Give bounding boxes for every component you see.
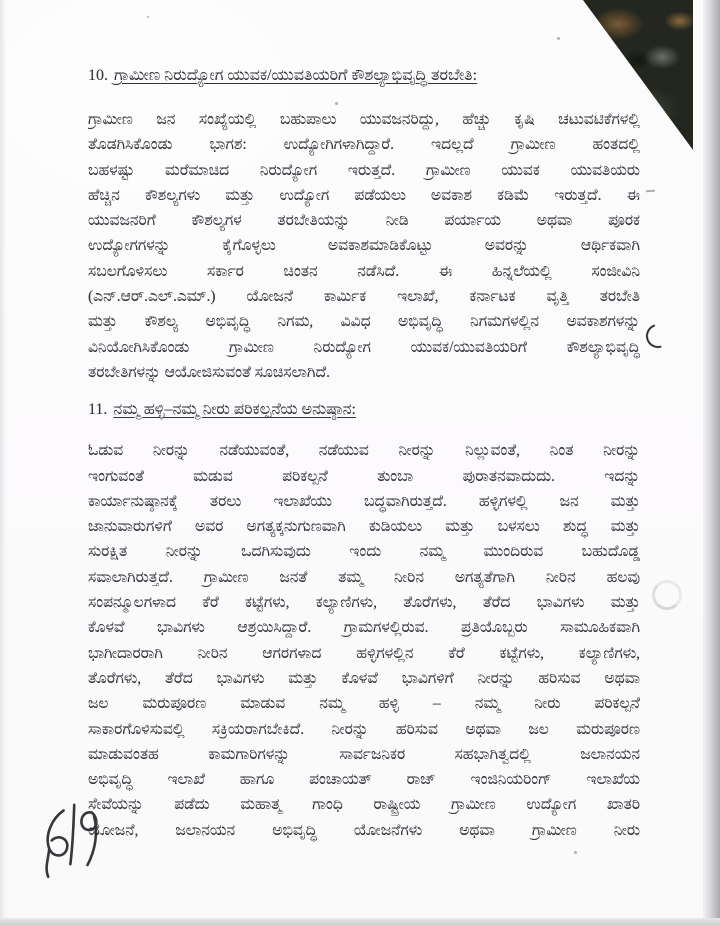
text-line: ಯುವಜನರಿಗೆ ಕೌಶಲ್ಯಗಳ ತರಬೇತಿಯನ್ನು ನೀಡಿ ಪರ್ಯಾಯ ಅಥವಾ ಪೂರಕ: [88, 212, 640, 230]
text-line: ಇಂಗುವಂತೆ ಮಡುವ ಪರಿಕಲ್ಪನೆ ತುಂಬಾ ಪುರಾತನವಾದುದು. ಇದನ್ನು: [88, 467, 640, 485]
page-edge-bottom: [0, 918, 720, 925]
text-line: ಸೇವೆಯನ್ನು ಪಡೆದು ಮಹಾತ್ಮ ಗಾಂಧಿ ರಾಷ್ಟ್ರೀಯ ಗ್ರಾಮೀಣ ಉದ್ಯೋಗ ಖಾತರಿ: [88, 796, 640, 814]
margin-dash-mark: [646, 190, 655, 193]
text-line: ಅಭಿವೃದ್ಧಿ ಇಲಾಖೆ ಹಾಗೂ ಪಂಚಾಯತ್ ರಾಜ್ ಇಂಜಿನಿಯರಿಂಗ್ ಇಲಾಖೆಯ: [88, 771, 640, 789]
text-line: ಸಾಕಾರಗೊಳಿಸುವಲ್ಲಿ ಸಕ್ರಿಯರಾಗಬೇಕಿದೆ. ನೀರನ್ನು ಹರಿಸುವ ಅಥವಾ ಜಲ ಮರುಪೂರಣ: [88, 720, 640, 738]
text-line: ತೊಡಗಿಸಿಕೊಂಡು ಭಾಗಶ: ಉದ್ಯೋಗಿಗಳಾಗಿದ್ದಾರೆ. ಇದಲ್ಲದೆ ಗ್ರಾಮೀಣ ಹಂತದಲ್ಲಿ: [88, 136, 640, 154]
text-line: ಜಲ ಮರುಪೂರಣ ಮಾಡುವ ನಮ್ಮ ಹಳ್ಳಿ – ನಮ್ಮ ನೀರು ಪರಿಕಲ್ಪನೆ: [88, 695, 640, 713]
text-line: ಮಾಡುವಂತಹ ಕಾಮಗಾರಿಗಳನ್ನು ಸಾರ್ವಜನಿಕರ ಸಹಭಾಗಿತ್ವದಲ್ಲಿ ಜಲಾನಯನ: [88, 745, 640, 763]
section-11: [88, 396, 640, 843]
text-line: ಹೆಚ್ಚಿನ ಕೌಶಲ್ಯಗಳು ಮತ್ತು ಉದ್ಯೋಗ ಪಡೆಯಲು ಅವಕಾಶ ಕಡಿಮೆ ಇರುತ್ತದೆ. ಈ: [88, 186, 640, 204]
section-10-heading: [88, 62, 640, 90]
text-line: ಸಂಪನ್ಮೂಲಗಳಾದ ಕೆರೆ ಕಟ್ಟೆಗಳು, ಕಲ್ಯಾಣಿಗಳು, ತೊರೆಗಳು, ತೆರೆದ ಭಾವಿಗಳು ಮತ್ತು: [88, 594, 640, 612]
text-line: ಭಾಗೀದಾರರಾಗಿ ನೀರಿನ ಆಗರಗಳಾದ ಹಳ್ಳಿಗಳಲ್ಲಿನ ಕೆರೆ ಕಟ್ಟೆಗಳು, ಕಲ್ಯಾಣಿಗಳು,: [88, 644, 640, 662]
text-line: (ಎನ್.ಆರ್.ಎಲ್.ಎಮ್.) ಯೋಜನೆ ಕಾರ್ಮಿಕ ಇಲಾಖೆ, ಕರ್ನಾಟಕ ವೃತ್ತಿ ತರಬೇತಿ: [88, 288, 640, 306]
page-edge-right: [703, 0, 720, 925]
text-line: ತೊರೆಗಳು, ತೆರೆದ ಭಾವಿಗಳು ಮತ್ತು ಕೊಳವೆ ಭಾವಿಗಳಿಗೆ ನೀರನ್ನು ಹರಿಸುವ ಅಥವಾ: [88, 669, 640, 687]
section-heading-text: ಗ್ರಾಮೀಣ ನಿರುದ್ಯೋಗ ಯುವಕ/ಯುವತಿಯರಿಗೆ ಕೌಶಲ್ಯಾಭಿವೃದ್ಧಿ ತರಬೇತಿ:: [114, 67, 478, 84]
page-edge-left: [0, 0, 7, 925]
text-line: ಕೊಳವೆ ಭಾವಿಗಳು ಆಶ್ರಯಿಸಿದ್ದಾರೆ. ಗ್ರಾಮಗಳಲ್ಲಿರುವ. ಪ್ರತಿಯೊಬ್ಬರು ಸಾಮೂಹಿಕವಾಗಿ: [88, 619, 640, 637]
text-line: ಬಹಳಷ್ಟು ಮರೆಮಾಚಿದ ನಿರುದ್ಯೋಗ ಇರುತ್ತದೆ. ಗ್ರಾಮೀಣ ಯುವಕ ಯುವತಿಯರು: [88, 161, 640, 179]
text-line: ಯೋಜನೆ, ಜಲಾನಯನ ಅಭಿವೃದ್ಧಿ ಯೋಜನೆಗಳು ಅಥವಾ ಗ್ರಾಮೀಣ ನೀರು: [88, 821, 640, 839]
text-line: ಗ್ರಾಮೀಣ ಜನ ಸಂಖ್ಯೆಯಲ್ಲಿ ಬಹುಪಾಲು ಯುವಜನರಿದ್ದು, ಹೆಚ್ಚು ಕೃಷಿ ಚಟುವಟಿಕೆಗಳಲ್ಲಿ: [88, 111, 640, 128]
scan-speck: [335, 102, 338, 105]
section-heading-text: ನಮ್ಮ ಹಳ್ಳಿ–ನಮ್ಮ ನೀರು ಪರಿಕಲ್ಪನೆಯ ಅನುಷ್ಠಾನ:: [113, 401, 356, 419]
section-10-body: [88, 107, 640, 385]
text-line: ತರಬೇತಿಗಳನ್ನು ಆಯೋಜಿಸುವಂತೆ ಸೂಚಿಸಲಾಗಿದೆ.: [88, 363, 331, 381]
section-10: [88, 62, 640, 385]
text-line: ಸವಾಲಾಗಿರುತ್ತದೆ. ಗ್ರಾಮೀಣ ಜನತೆ ತಮ್ಮ ನೀರಿನ ಅಗತ್ಯತೆಗಾಗಿ ನೀರಿನ ಹಲವು: [88, 568, 640, 586]
section-11-heading: [88, 396, 640, 424]
document-text: [88, 62, 640, 843]
text-line: ವಿನಿಯೋಗಿಸಿಕೊಂಡು ಗ್ರಾಮೀಣ ನಿರುದ್ಯೋಗ ಯುವಕ/ಯುವತಿಯರಿಗೆ ಕೌಶಲ್ಯಾಭಿವೃದ್ಧಿ: [88, 338, 640, 356]
text-line: ಓಡುವ ನೀರನ್ನು ನಡೆಯುವಂತೆ, ನಡೆಯುವ ನೀರನ್ನು ನಿಲ್ಲುವಂತೆ, ನಿಂತ ನೀರನ್ನು: [88, 442, 640, 460]
scan-speck: [557, 37, 560, 40]
text-line: ಮತ್ತು ಕೌಶಲ್ಯ ಅಭಿವೃದ್ಧಿ ನಿಗಮ, ವಿವಿಧ ಅಭಿವೃದ್ಧಿ ನಿಗಮಗಳಲ್ಲಿನ ಅವಕಾಶಗಳನ್ನು: [88, 313, 640, 331]
section-number: 11.: [88, 401, 108, 419]
handwritten-note: [33, 800, 111, 890]
scan-speck: [574, 851, 577, 854]
section-11-body: [88, 438, 640, 843]
punch-hole-crescent-mark: [642, 320, 674, 352]
section-number: 10.: [88, 67, 108, 84]
text-line: ಉದ್ಯೋಗಗಳನ್ನು ಕೈಗೊಳ್ಳಲು ಅವಕಾಶಮಾಡಿಕೊಟ್ಟು ಅವರನ್ನು ಆರ್ಥಿಕವಾಗಿ: [88, 237, 640, 255]
scan-speck: [147, 16, 149, 18]
text-line: ಜಾನುವಾರುಗಳಿಗೆ ಅವರ ಅಗತ್ಯಕ್ಕನುಗುಣವಾಗಿ ಕುಡಿಯಲು ಮತ್ತು ಬಳಸಲು ಶುದ್ಧ ಮತ್ತು: [88, 518, 640, 536]
text-line: ಕಾರ್ಯಾನುಷ್ಠಾನಕ್ಕೆ ತರಲು ಇಲಾಖೆಯು ಬದ್ಧವಾಗಿರುತ್ತದೆ. ಹಳ್ಳಿಗಳಲ್ಲಿ ಜನ ಮತ್ತು: [88, 492, 640, 510]
text-line: ಸಬಲಗೊಳಿಸಲು ಸರ್ಕಾರ ಚಿಂತನ ನಡೆಸಿದೆ. ಈ ಹಿನ್ನಲೆಯಲ್ಲಿ ಸಂಜೀವಿನಿ: [88, 262, 640, 280]
punch-hole-ring-mark: [652, 580, 682, 610]
text-line: ಸುರಕ್ಷಿತ ನೀರನ್ನು ಒದಗಿಸುವುದು ಇಂದು ನಮ್ಮ ಮುಂದಿರುವ ಬಹುದೊಡ್ಡ: [88, 543, 640, 561]
